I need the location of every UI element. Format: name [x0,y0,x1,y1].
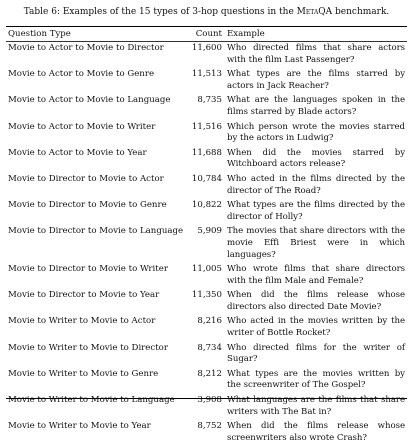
table-header-row [6,27,407,41]
header-question-type: Question Type [8,29,71,39]
cell-example: Who directed films for the writer of Sugar? [227,342,405,365]
cell-count: 11,005 [191,264,222,275]
table-row [6,367,407,393]
cell-example: When did the films release whose directors also directed Date Movie? [227,290,405,312]
cell-example: What are the languages spoken in the films starred by Blade actors? [227,95,405,117]
cell-question-type: Movie to Director to Movie to Actor [8,173,164,184]
table-row [6,146,407,172]
cell-question-type: Movie to Writer to Movie to Language [8,395,175,406]
cell-question-type: Movie to Actor to Movie to Genre [8,69,155,80]
cell-count: 10,822 [191,200,222,211]
table-row [6,41,407,67]
cell-count: 11,513 [191,69,222,80]
cell-question-type: Movie to Writer to Movie to Genre [8,368,159,379]
table-row [6,393,407,419]
cell-count: 11,516 [191,121,222,132]
table-row [6,67,407,93]
cell-count: 11,350 [191,290,222,301]
cell-question-type: Movie to Director to Movie to Genre [8,200,167,211]
caption-benchmark-name: MetaQA [296,7,333,17]
cell-count: 8,212 [197,368,222,379]
table-row [6,262,407,288]
header-example: Example [227,29,265,39]
cell-question-type: Movie to Writer to Movie to Year [8,421,151,432]
cell-count: 8,735 [197,95,222,106]
cell-example: What types are the movies written by the screenwriter of The Gospel? [227,368,405,391]
table-caption [0,6,413,18]
cell-question-type: Movie to Director to Movie to Year [8,290,160,301]
cell-question-type: Movie to Writer to Movie to Director [8,342,168,353]
cell-example: Who wrote films that share directors with the film Male and Female? [227,264,405,286]
cell-example: What types are the films directed by the director of Holly? [227,200,405,222]
cell-question-type: Movie to Actor to Movie to Language [8,95,171,106]
table-row [6,419,407,445]
table-row [6,120,407,146]
table-row [6,288,407,314]
table-row [6,224,407,262]
cell-question-type: Movie to Writer to Movie to Actor [8,316,156,327]
caption-prefix: Table 6: Examples of the 15 types of 3-hop questions in the [23,7,297,17]
cell-example: Who acted in the movies written by the writer of Bottle Rocket? [227,316,405,339]
table-body [6,41,407,445]
cell-count: 8,752 [197,421,222,432]
cell-count: 8,216 [197,316,222,327]
table-row [6,172,407,198]
cell-example: Who directed films that share actors with the film Last Passenger? [227,43,405,65]
cell-example: What languages are the films that share writers with The Bat in? [227,395,405,417]
cell-count: 3,908 [197,395,222,406]
table-row [6,314,407,340]
cell-count: 5,909 [197,226,222,237]
cell-example: Who acted in the films directed by the director of The Road? [227,173,405,196]
cell-example: When did the movies starred by Witchboard actors release? [227,147,405,170]
cell-count: 11,600 [191,43,222,53]
question-types-table [6,27,407,445]
cell-example: When did the films release whose screenwriters also wrote Crash? [227,421,405,443]
cell-count: 10,784 [191,173,222,184]
cell-question-type: Movie to Actor to Movie to Writer [8,121,156,132]
cell-question-type: Movie to Director to Movie to Language [8,226,184,237]
table-row [6,93,407,119]
cell-question-type: Movie to Director to Movie to Writer [8,264,168,275]
cell-count: 11,688 [191,147,222,158]
cell-example: The movies that share directors with the movie Effi Briest were in which languages? [227,226,405,260]
cell-question-type: Movie to Actor to Movie to Year [8,147,147,158]
cell-question-type: Movie to Actor to Movie to Director [8,43,164,53]
table-row [6,341,407,367]
table-row [6,198,407,224]
caption-suffix: benchmark. [332,7,390,17]
cell-count: 8,734 [197,342,222,353]
cell-example: What types are the films starred by actors in Jack Reacher? [227,69,405,91]
header-count: Count [195,29,222,39]
cell-example: Which person wrote the movies starred by the actors in Ludwig? [227,121,405,144]
